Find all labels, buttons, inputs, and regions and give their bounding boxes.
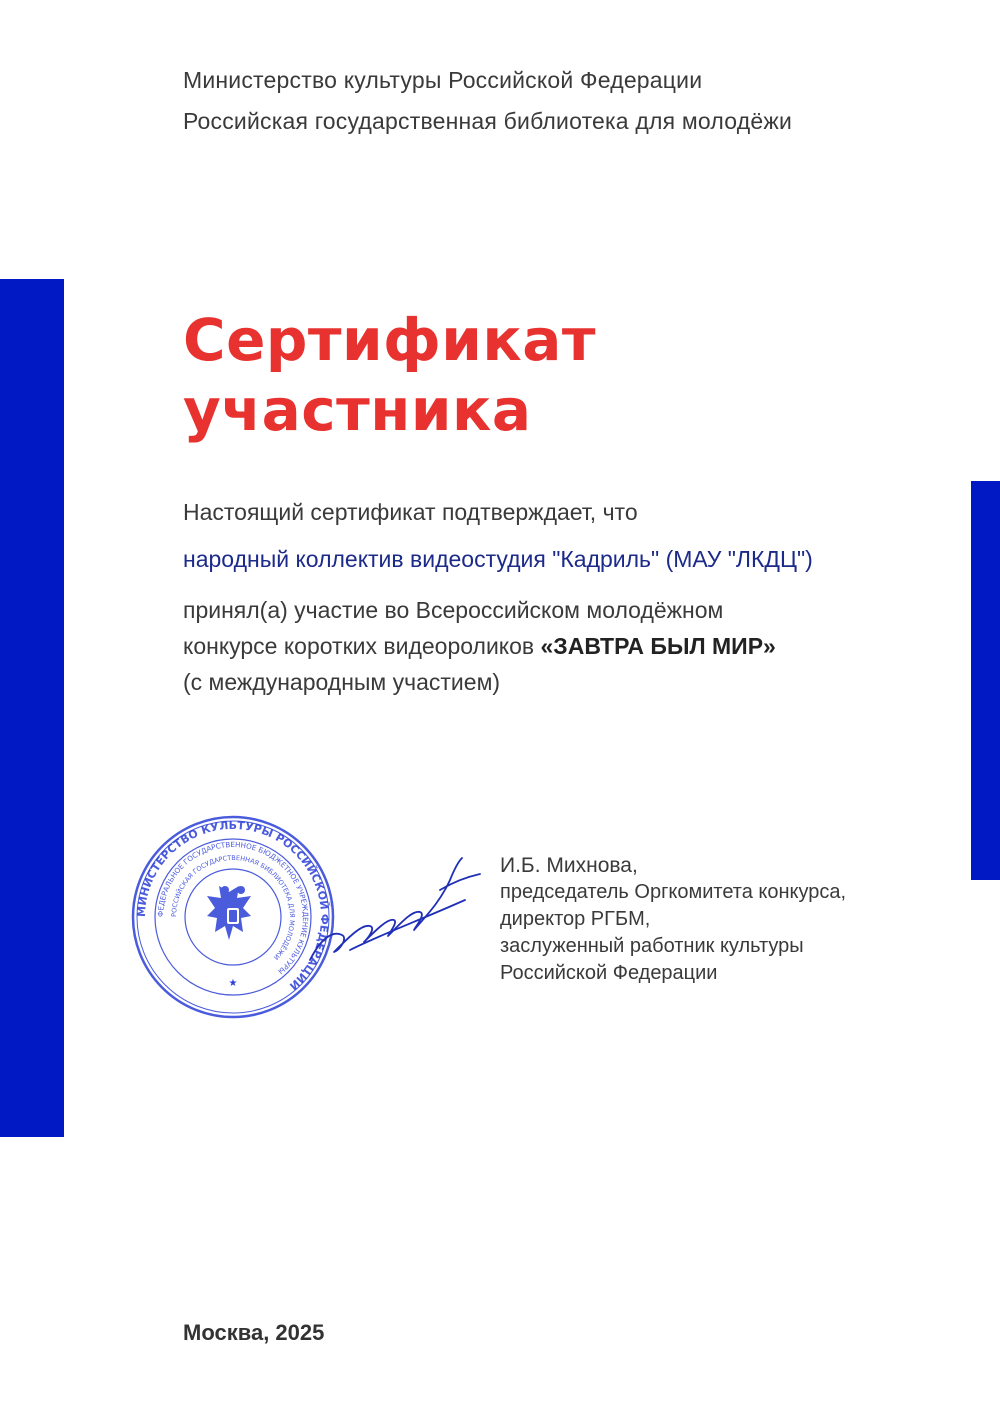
signatory-name: И.Б. Михнова, bbox=[500, 854, 638, 877]
stamp-inner-text-2: РОССИЙСКАЯ ГОСУДАРСТВЕННАЯ БИБЛИОТЕКА ДЛЯ МОЛОДЁЖИ bbox=[169, 853, 297, 962]
coat-of-arms-icon bbox=[207, 884, 251, 940]
stamp-inner-text: ФЕДЕРАЛЬНОЕ ГОСУДАРСТВЕННОЕ БЮДЖЕТНОЕ УЧРЕЖДЕНИЕ КУЛЬТУРЫ bbox=[155, 839, 311, 977]
signatory-role-4: Российской Федерации bbox=[500, 962, 718, 984]
title-line-2: участника bbox=[183, 376, 532, 444]
participation-line-1: принял(а) участие во Всероссийском молодёжном bbox=[183, 597, 724, 623]
handwritten-signature bbox=[290, 840, 490, 980]
signatory-role-3: заслуженный работник культуры bbox=[500, 935, 804, 957]
participation-line-3: (с международным участием) bbox=[183, 669, 501, 695]
stamp-star-icon: ★ bbox=[228, 978, 238, 989]
signatory-block bbox=[500, 852, 930, 987]
library-name: Российская государственная библиотека для молодёжи bbox=[183, 108, 792, 134]
place-and-date: Москва, 2025 bbox=[183, 1320, 325, 1345]
certificate-title bbox=[183, 305, 596, 445]
recipient-name: народный коллектив видеостудия "Кадриль" (МАУ "ЛКДЦ") bbox=[183, 546, 813, 572]
signatory-role-2: директор РГБМ, bbox=[500, 908, 651, 930]
ministry-name: Министерство культуры Российской Федерации bbox=[183, 67, 703, 93]
stamp-outer-text: МИНИСТЕРСТВО КУЛЬТУРЫ РОССИЙСКОЙ ФЕДЕРАЦИИ bbox=[134, 818, 332, 993]
left-accent-bar bbox=[0, 279, 64, 1137]
title-line-1: Сертификат bbox=[183, 306, 596, 374]
participation-line-2 bbox=[183, 628, 943, 664]
participation-text bbox=[183, 592, 943, 700]
right-accent-bar bbox=[971, 481, 1000, 880]
signatory-role-1: председатель Оргкомитета конкурса, bbox=[500, 881, 847, 903]
participation-line-2-text: конкурсе коротких видеороликов bbox=[183, 633, 541, 659]
contest-name: «ЗАВТРА БЫЛ МИР» bbox=[540, 633, 776, 659]
certificate-intro: Настоящий сертификат подтверждает, что bbox=[183, 499, 638, 525]
